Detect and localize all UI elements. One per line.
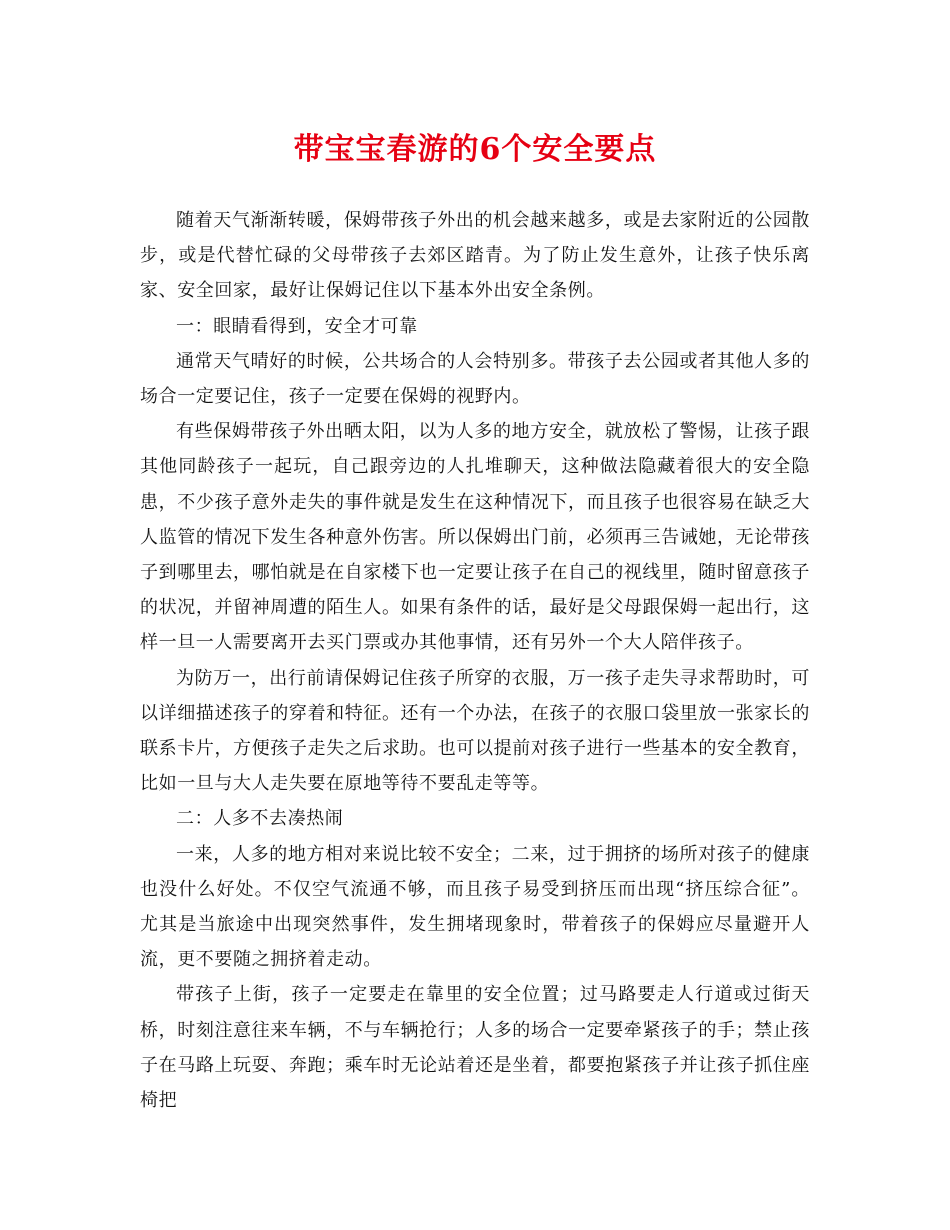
- paragraph: 一来，人多的地方相对来说比较不安全；二来，过于拥挤的场所对孩子的健康也没什么好处。不仅空气流通不够，而且孩子易受到挤压而出现“挤压综合征”。尤其是当旅途中出现突然事件，发生拥堵现象时，带着孩子的保姆应尽量避开人流，更不要随之拥挤着走动。: [140, 843, 810, 971]
- document-body: [140, 203, 810, 1118]
- paragraph: 通常天气晴好的时候，公共场合的人会特别多。带孩子去公园或者其他人多的场合一定要记住，孩子一定要在保姆的视野内。: [140, 350, 810, 408]
- paragraph: 为防万一，出行前请保姆记住孩子所穿的衣服，万一孩子走失寻求帮助时，可以详细描述孩子的穿着和特征。还有一个办法，在孩子的衣服口袋里放一张家长的联系卡片，方便孩子走失之后求助。也可以提前对孩子进行一些基本的安全教育，比如一旦与大人走失要在原地等待不要乱走等等。: [140, 667, 810, 795]
- paragraph: 带孩子上街，孩子一定要走在靠里的安全位置；过马路要走人行道或过街天桥，时刻注意往来车辆，不与车辆抢行；人多的场合一定要牵紧孩子的手；禁止孩子在马路上玩耍、奔跑；乘车时无论站着还是坐着，都要抱紧孩子并让孩子抓住座椅把: [140, 984, 810, 1112]
- document-title: 带宝宝春游的6个安全要点: [293, 132, 657, 167]
- section-heading-2: 二：人多不去凑热闹: [176, 808, 344, 830]
- paragraph: 有些保姆带孩子外出晒太阳，以为人多的地方安全，就放松了警惕，让孩子跟其他同龄孩子一起玩，自己跟旁边的人扎堆聊天，这种做法隐藏着很大的安全隐患，不少孩子意外走失的事件就是发生在这种情况下，而且孩子也很容易在缺乏大人监管的情况下发生各种意外伤害。所以保姆出门前，必须再三告诫她，无论带孩子到哪里去，哪怕就是在自家楼下也一定要让孩子在自己的视线里，随时留意孩子的状况，并留神周遭的陌生人。如果有条件的话，最好是父母跟保姆一起出行，这样一旦一人需要离开去买门票或办其他事情，还有另外一个大人陪伴孩子。: [140, 421, 810, 654]
- section-heading-1: 一：眼睛看得到，安全才可靠: [176, 315, 418, 337]
- paragraph-intro: 随着天气渐渐转暖，保姆带孩子外出的机会越来越多，或是去家附近的公园散步，或是代替忙碌的父母带孩子去郊区踏青。为了防止发生意外，让孩子快乐离家、安全回家，最好让保姆记住以下基本外出安全条例。: [140, 210, 810, 302]
